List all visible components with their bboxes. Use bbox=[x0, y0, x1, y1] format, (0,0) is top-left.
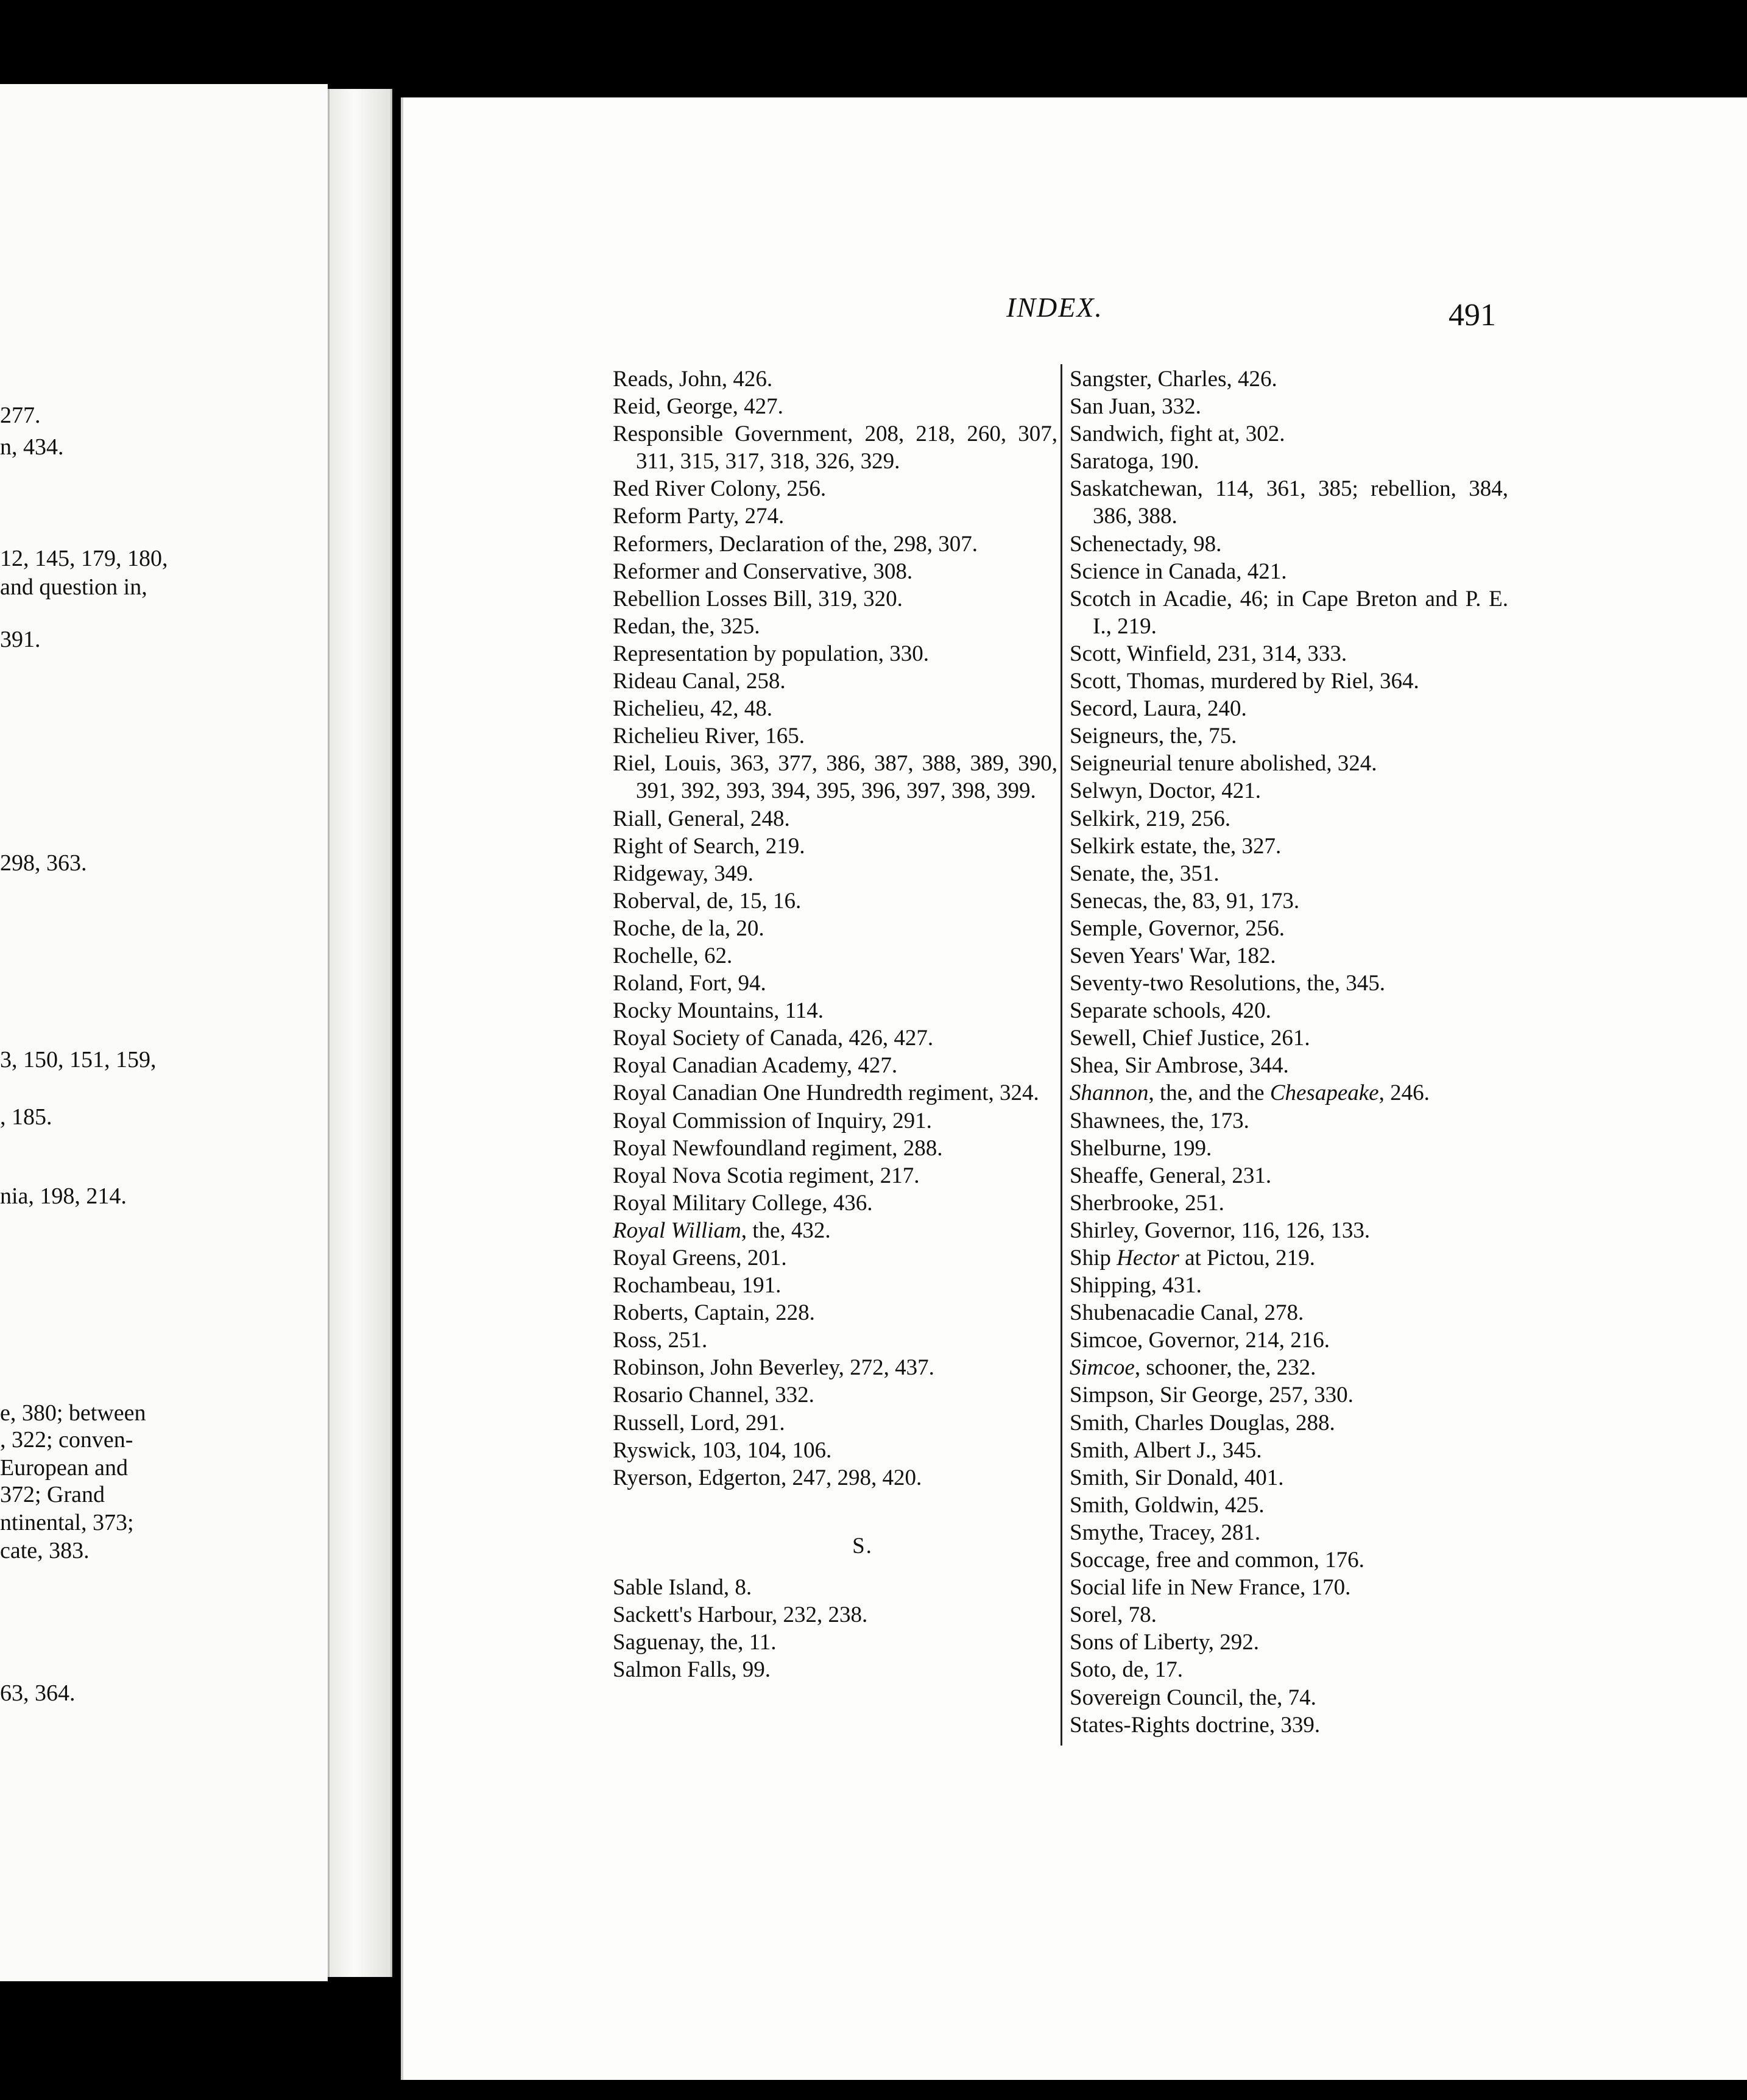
entry-text: Smith, Sir Donald, 401. bbox=[1070, 1465, 1284, 1490]
index-entry bbox=[1070, 1107, 1508, 1135]
entry-text: Sewell, Chief Justice, 261. bbox=[1070, 1026, 1310, 1051]
entry-text: Secord, Laura, 240. bbox=[1070, 696, 1247, 722]
index-list-s-continued bbox=[1070, 365, 1508, 1739]
entry-text: Ship bbox=[1070, 1246, 1117, 1270]
entry-text: Roland, Fort, 94. bbox=[613, 971, 766, 996]
index-entry bbox=[613, 1354, 1057, 1381]
facing-page bbox=[0, 84, 328, 1981]
index-entry bbox=[1070, 1546, 1508, 1574]
index-entry bbox=[1070, 1244, 1508, 1272]
index-entry bbox=[1070, 1189, 1508, 1217]
column-divider bbox=[1061, 364, 1062, 1746]
index-entry bbox=[1070, 420, 1508, 448]
entry-text: Ryswick, 103, 104, 106. bbox=[613, 1437, 832, 1463]
index-entry bbox=[613, 750, 1057, 805]
index-entry bbox=[1070, 393, 1508, 420]
entry-text: Seigneurial tenure abolished, 324. bbox=[1070, 751, 1377, 777]
entry-text: Representation by population, 330. bbox=[613, 641, 929, 666]
entry-text: Seven Years' War, 182. bbox=[1070, 943, 1276, 968]
entry-text: Responsible Government, 208, 218, 260, 307, 311, 315, 317, 318, 326, 329. bbox=[613, 421, 1057, 474]
index-entry bbox=[613, 915, 1057, 942]
entry-text: Redan, the, 325. bbox=[613, 613, 760, 639]
index-entry bbox=[1070, 1052, 1508, 1079]
index-entry bbox=[613, 530, 1057, 558]
index-entry bbox=[1070, 640, 1508, 668]
facing-page-line: n, 434. bbox=[0, 434, 64, 460]
entry-text: Saratoga, 190. bbox=[1070, 449, 1199, 474]
index-entry bbox=[613, 1409, 1057, 1437]
entry-text: Russell, Lord, 291. bbox=[613, 1410, 785, 1436]
entry-text: Scott, Winfield, 231, 314, 333. bbox=[1070, 641, 1347, 666]
index-entry bbox=[613, 1299, 1057, 1327]
entry-text: Soto, de, 17. bbox=[1070, 1657, 1184, 1683]
index-entry bbox=[1070, 558, 1508, 585]
index-entry bbox=[613, 695, 1057, 722]
index-entry bbox=[1070, 942, 1508, 970]
entry-text: Roche, de la, 20. bbox=[613, 915, 764, 941]
facing-page-line: 391. bbox=[0, 627, 41, 652]
facing-page-line: , 322; conven- bbox=[0, 1427, 133, 1453]
entry-text: Reid, George, 427. bbox=[613, 394, 783, 420]
facing-page-line: 63, 364. bbox=[0, 1680, 76, 1706]
index-entry bbox=[613, 393, 1057, 420]
page-number: 491 bbox=[1449, 298, 1496, 333]
entry-text: Ridgeway, 349. bbox=[613, 861, 754, 886]
entry-text: Smith, Charles Douglas, 288. bbox=[1070, 1410, 1335, 1436]
entry-text: Sable Island, 8. bbox=[613, 1574, 752, 1600]
entry-text: Shipping, 431. bbox=[1070, 1273, 1202, 1298]
index-entry bbox=[1070, 1437, 1508, 1464]
spacer bbox=[613, 1492, 1057, 1519]
index-column-right bbox=[1070, 365, 1508, 1739]
entry-text: Royal Commission of Inquiry, 291. bbox=[613, 1108, 932, 1133]
entry-text: Selkirk, 219, 256. bbox=[1070, 806, 1231, 831]
entry-text: Smythe, Tracey, 281. bbox=[1070, 1520, 1261, 1545]
index-entry bbox=[613, 1024, 1057, 1052]
index-entry bbox=[613, 1244, 1057, 1272]
index-entry bbox=[1070, 1135, 1508, 1162]
index-entry bbox=[613, 805, 1057, 833]
index-entry bbox=[613, 1217, 1057, 1244]
entry-text: Selwyn, Doctor, 421. bbox=[1070, 778, 1262, 804]
entry-text: Royal Canadian Academy, 427. bbox=[613, 1053, 898, 1079]
entry-text: Right of Search, 219. bbox=[613, 833, 805, 859]
index-list-s bbox=[613, 1574, 1057, 1683]
entry-text: Royal Society of Canada, 426, 427. bbox=[613, 1026, 934, 1051]
index-entry bbox=[613, 558, 1057, 585]
entry-text: Separate schools, 420. bbox=[1070, 998, 1271, 1024]
entry-text: , the, 432. bbox=[741, 1217, 831, 1243]
index-entry bbox=[1070, 475, 1508, 530]
index-entry bbox=[613, 1574, 1057, 1601]
entry-text: Seventy-two Resolutions, the, 345. bbox=[1070, 971, 1385, 996]
index-entry bbox=[1070, 530, 1508, 558]
facing-page-line: 3, 150, 151, 159, bbox=[0, 1047, 157, 1073]
index-entry bbox=[613, 1052, 1057, 1079]
facing-page-line: nia, 198, 214. bbox=[0, 1183, 127, 1209]
index-entry bbox=[1070, 1079, 1508, 1107]
index-entry bbox=[613, 420, 1057, 475]
index-entry bbox=[613, 668, 1057, 695]
entry-text: States-Rights doctrine, 339. bbox=[1070, 1712, 1321, 1738]
index-entry bbox=[1070, 1601, 1508, 1629]
entry-text: Rebellion Losses Bill, 319, 320. bbox=[613, 586, 903, 611]
index-entry bbox=[613, 640, 1057, 668]
index-entry bbox=[1070, 997, 1508, 1024]
entry-text: Scotch in Acadie, 46; in Cape Breton and P. E. I., 219. bbox=[1070, 586, 1508, 639]
index-entry bbox=[1070, 777, 1508, 805]
index-entry bbox=[1070, 1354, 1508, 1381]
index-entry bbox=[1070, 1381, 1508, 1409]
index-entry bbox=[613, 1437, 1057, 1464]
index-entry bbox=[613, 613, 1057, 640]
facing-page-line: 277. bbox=[0, 403, 41, 428]
index-entry bbox=[613, 722, 1057, 750]
index-entry bbox=[613, 1656, 1057, 1683]
entry-text: Soccage, free and common, 176. bbox=[1070, 1548, 1364, 1573]
entry-text: Ryerson, Edgerton, 247, 298, 420. bbox=[613, 1465, 922, 1490]
index-entry bbox=[613, 1464, 1057, 1492]
index-entry bbox=[613, 502, 1057, 530]
entry-text: Simcoe, Governor, 214, 216. bbox=[1070, 1328, 1330, 1353]
entry-text: Rideau Canal, 258. bbox=[613, 669, 786, 694]
entry-italic-title: Hector bbox=[1117, 1246, 1179, 1270]
facing-page-line: e, 380; between bbox=[0, 1400, 146, 1426]
entry-text: Sackett's Harbour, 232, 238. bbox=[613, 1602, 868, 1627]
index-entry bbox=[613, 1601, 1057, 1629]
entry-text: Sheaffe, General, 231. bbox=[1070, 1163, 1272, 1188]
entry-italic-title: Simcoe bbox=[1070, 1355, 1135, 1381]
entry-text: Shea, Sir Ambrose, 344. bbox=[1070, 1053, 1289, 1079]
entry-text: Richelieu River, 165. bbox=[613, 724, 805, 749]
entry-text: Shawnees, the, 173. bbox=[1070, 1108, 1249, 1133]
entry-text: Smith, Albert J., 345. bbox=[1070, 1437, 1262, 1463]
index-entry bbox=[1070, 1272, 1508, 1299]
entry-text: at Pictou, 219. bbox=[1179, 1246, 1315, 1270]
entry-text: Shubenacadie Canal, 278. bbox=[1070, 1300, 1304, 1326]
index-entry bbox=[1070, 1409, 1508, 1437]
index-list-r bbox=[613, 365, 1057, 1492]
index-entry bbox=[1070, 695, 1508, 722]
entry-text: Science in Canada, 421. bbox=[1070, 558, 1287, 584]
index-entry bbox=[613, 1629, 1057, 1656]
index-entry bbox=[1070, 1217, 1508, 1244]
entry-text: Sovereign Council, the, 74. bbox=[1070, 1685, 1316, 1710]
entry-text: Scott, Thomas, murdered by Riel, 364. bbox=[1070, 669, 1419, 694]
index-entry bbox=[1070, 365, 1508, 393]
entry-text: Royal Military College, 436. bbox=[613, 1190, 873, 1216]
entry-text: Simpson, Sir George, 257, 330. bbox=[1070, 1383, 1353, 1408]
entry-text: Senecas, the, 83, 91, 173. bbox=[1070, 888, 1300, 914]
index-entry bbox=[613, 1079, 1057, 1107]
index-entry bbox=[1070, 833, 1508, 860]
index-entry bbox=[613, 997, 1057, 1024]
index-entry bbox=[1070, 1656, 1508, 1683]
index-entry bbox=[1070, 805, 1508, 833]
facing-page-line: , 185. bbox=[0, 1104, 52, 1130]
entry-text: Riel, Louis, 363, 377, 386, 387, 388, 389, 390, 391, 392, 393, 394, 395, 396, 397, 398, 399. bbox=[613, 751, 1057, 804]
entry-text: Red River Colony, 256. bbox=[613, 476, 827, 502]
entry-text: Selkirk estate, the, 327. bbox=[1070, 833, 1282, 859]
index-entry bbox=[1070, 1162, 1508, 1189]
entry-text: Reformers, Declaration of the, 298, 307. bbox=[613, 531, 978, 557]
entry-italic-title: Royal William bbox=[613, 1217, 741, 1243]
entry-text: Ross, 251. bbox=[613, 1328, 708, 1353]
entry-text: Sherbrooke, 251. bbox=[1070, 1190, 1224, 1216]
facing-page-line: 12, 145, 179, 180, bbox=[0, 546, 168, 571]
facing-page-line: and question in, bbox=[0, 574, 147, 600]
index-entry bbox=[1070, 1299, 1508, 1327]
entry-text: Rosario Channel, 332. bbox=[613, 1383, 814, 1408]
entry-text: Reads, John, 426. bbox=[613, 367, 773, 392]
entry-text: Rochelle, 62. bbox=[613, 943, 733, 968]
index-entry bbox=[613, 887, 1057, 915]
index-entry bbox=[613, 475, 1057, 502]
index-entry bbox=[613, 833, 1057, 860]
entry-text: Smith, Goldwin, 425. bbox=[1070, 1492, 1265, 1518]
index-entry bbox=[1070, 668, 1508, 695]
entry-text: Royal Greens, 201. bbox=[613, 1246, 787, 1270]
index-entry bbox=[613, 1162, 1057, 1189]
entry-italic-title: Shannon bbox=[1070, 1080, 1149, 1106]
entry-text: Royal Newfoundland regiment, 288. bbox=[613, 1135, 943, 1161]
index-entry bbox=[1070, 722, 1508, 750]
entry-text: Sorel, 78. bbox=[1070, 1602, 1157, 1628]
index-entry bbox=[1070, 1574, 1508, 1601]
entry-text: Semple, Governor, 256. bbox=[1070, 915, 1285, 941]
facing-page-line: cate, 383. bbox=[0, 1538, 90, 1563]
section-heading: S. bbox=[852, 1533, 873, 1559]
index-entry bbox=[613, 365, 1057, 393]
entry-italic-title: Chesapeake bbox=[1269, 1080, 1379, 1106]
entry-text: Royal Nova Scotia regiment, 217. bbox=[613, 1163, 920, 1188]
index-entry bbox=[1070, 1024, 1508, 1052]
entry-text: Rocky Mountains, 114. bbox=[613, 998, 824, 1024]
index-entry bbox=[1070, 1629, 1508, 1656]
entry-text: , schooner, the, 232. bbox=[1134, 1355, 1316, 1381]
index-column-left bbox=[613, 365, 1057, 1683]
entry-text: Rochambeau, 191. bbox=[613, 1273, 782, 1298]
index-entry bbox=[1070, 448, 1508, 475]
entry-text: Royal Canadian One Hundredth regiment, 324. bbox=[613, 1080, 1039, 1106]
facing-page-line: ntinental, 373; bbox=[0, 1510, 134, 1535]
index-entry bbox=[613, 1381, 1057, 1409]
facing-page-line: 372; Grand bbox=[0, 1482, 105, 1507]
entry-text: , 246. bbox=[1378, 1080, 1430, 1106]
entry-text: Saguenay, the, 11. bbox=[613, 1630, 777, 1655]
entry-text: , the, and the bbox=[1148, 1080, 1270, 1106]
entry-text: Riall, General, 248. bbox=[613, 806, 790, 831]
index-entry bbox=[613, 1272, 1057, 1299]
facing-page-line: 298, 363. bbox=[0, 850, 87, 876]
index-entry bbox=[613, 970, 1057, 997]
index-entry bbox=[613, 860, 1057, 887]
running-head: INDEX. bbox=[1006, 292, 1103, 323]
index-entry bbox=[613, 1107, 1057, 1135]
index-entry bbox=[1070, 1464, 1508, 1492]
index-entry bbox=[1070, 887, 1508, 915]
index-entry bbox=[1070, 585, 1508, 640]
entry-text: Roberts, Captain, 228. bbox=[613, 1300, 815, 1326]
entry-text: Roberval, de, 15, 16. bbox=[613, 888, 802, 914]
entry-text: Richelieu, 42, 48. bbox=[613, 696, 773, 722]
entry-text: Senate, the, 351. bbox=[1070, 861, 1219, 886]
index-entry bbox=[1070, 915, 1508, 942]
index-entry bbox=[613, 1327, 1057, 1354]
index-entry bbox=[1070, 970, 1508, 997]
entry-text: Shirley, Governor, 116, 126, 133. bbox=[1070, 1217, 1371, 1243]
index-entry bbox=[1070, 1519, 1508, 1546]
index-entry bbox=[613, 585, 1057, 613]
entry-text: Saskatchewan, 114, 361, 385; rebellion, 384, 386, 388. bbox=[1070, 476, 1508, 529]
index-entry bbox=[613, 942, 1057, 970]
entry-text: Robinson, John Beverley, 272, 437. bbox=[613, 1355, 934, 1381]
entry-text: Sandwich, fight at, 302. bbox=[1070, 421, 1285, 447]
entry-text: Salmon Falls, 99. bbox=[613, 1657, 771, 1683]
index-entry bbox=[613, 1189, 1057, 1217]
index-entry bbox=[1070, 1684, 1508, 1711]
index-entry bbox=[613, 1135, 1057, 1162]
entry-text: Reform Party, 274. bbox=[613, 504, 785, 529]
entry-text: San Juan, 332. bbox=[1070, 394, 1201, 420]
entry-text: Shelburne, 199. bbox=[1070, 1135, 1212, 1161]
entry-text: Sons of Liberty, 292. bbox=[1070, 1630, 1260, 1655]
entry-text: Schenectady, 98. bbox=[1070, 531, 1222, 557]
index-entry bbox=[1070, 860, 1508, 887]
index-entry bbox=[1070, 1327, 1508, 1354]
entry-text: Social life in New France, 170. bbox=[1070, 1575, 1351, 1601]
index-entry bbox=[1070, 1492, 1508, 1519]
index-entry bbox=[1070, 750, 1508, 777]
index-entry bbox=[1070, 1711, 1508, 1739]
entry-text: Sangster, Charles, 426. bbox=[1070, 367, 1277, 392]
page-gutter bbox=[328, 89, 392, 1977]
facing-page-line: European and bbox=[0, 1455, 128, 1481]
entry-text: Reformer and Conservative, 308. bbox=[613, 558, 913, 584]
entry-text: Seigneurs, the, 75. bbox=[1070, 724, 1237, 749]
